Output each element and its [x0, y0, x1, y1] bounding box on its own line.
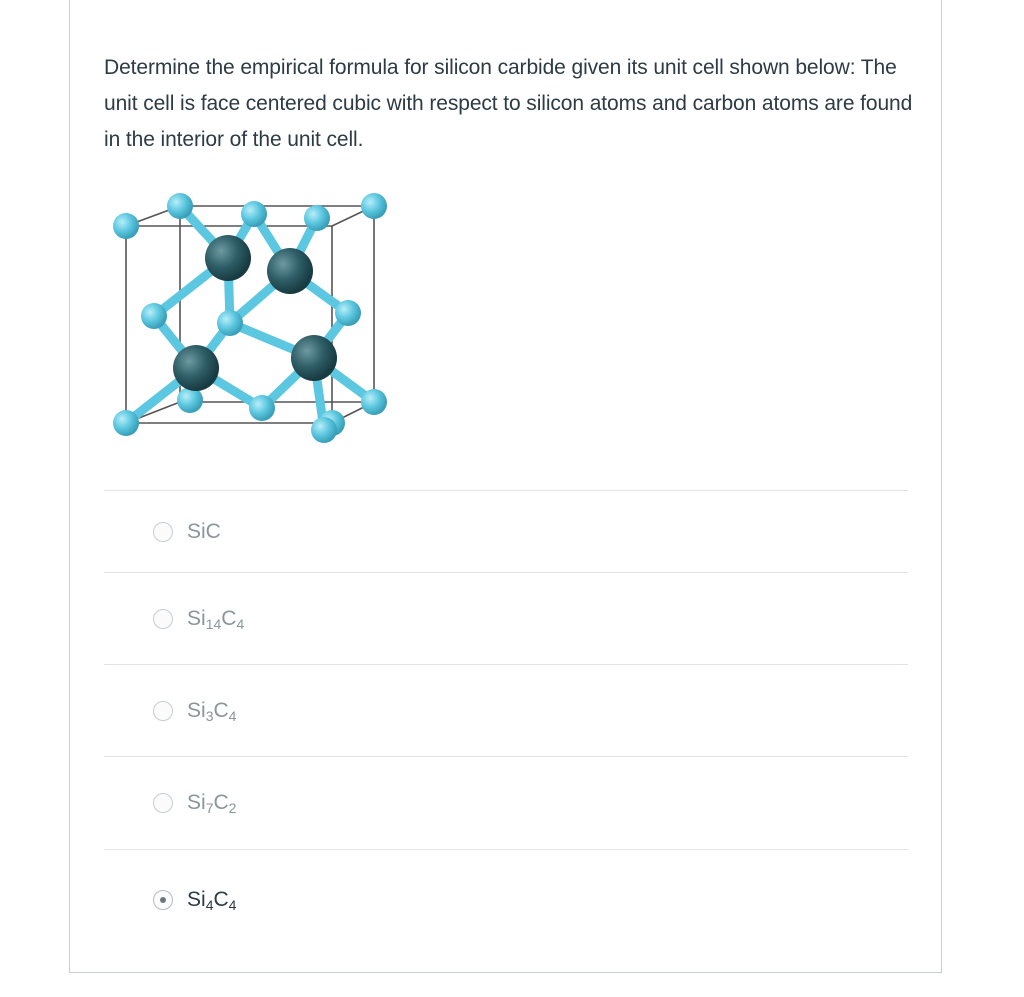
carbon-atom	[173, 345, 219, 391]
unit-cell-diagram	[112, 178, 402, 443]
answer-label[interactable]: $Si_{14}C_4$	[187, 606, 245, 632]
answer-option[interactable]	[104, 490, 908, 572]
answer-option[interactable]	[104, 664, 908, 756]
answer-label[interactable]: SiC	[187, 519, 221, 543]
radio-button[interactable]	[153, 701, 173, 721]
answer-label[interactable]: $Si_7C_2$	[187, 791, 237, 816]
radio-button[interactable]	[153, 522, 173, 542]
silicon-atom	[304, 205, 330, 231]
silicon-atom	[361, 193, 387, 219]
carbon-atom	[291, 335, 337, 381]
silicon-atom	[361, 389, 387, 415]
silicon-atom	[311, 417, 337, 443]
silicon-atom	[335, 300, 361, 326]
carbon-atom	[205, 235, 251, 281]
answer-option[interactable]	[104, 572, 908, 664]
silicon-atom	[113, 410, 139, 436]
answer-label[interactable]: $Si_4C_4$	[187, 887, 237, 913]
answer-label[interactable]: $Si_3C_4$	[187, 698, 237, 724]
radio-button[interactable]	[153, 793, 173, 813]
silicon-atom	[177, 387, 203, 413]
silicon-atom	[217, 310, 243, 336]
radio-button[interactable]	[153, 609, 173, 629]
carbon-atom	[267, 248, 313, 294]
silicon-atom	[249, 395, 275, 421]
silicon-atom	[241, 201, 267, 227]
silicon-atom	[113, 213, 139, 239]
silicon-atom	[167, 193, 193, 219]
answer-list	[104, 490, 908, 949]
unit-cell-figure	[112, 178, 402, 443]
radio-button[interactable]	[153, 890, 173, 910]
answer-option[interactable]	[104, 849, 908, 949]
question-text: Determine the empirical formula for silicon carbide given its unit cell shown below: The unit cell is face centered cubic with respect to silicon atoms and carbon atoms are found in the interior of the unit cell.	[104, 56, 913, 151]
silicon-atom	[141, 303, 167, 329]
answer-option[interactable]	[104, 756, 908, 849]
